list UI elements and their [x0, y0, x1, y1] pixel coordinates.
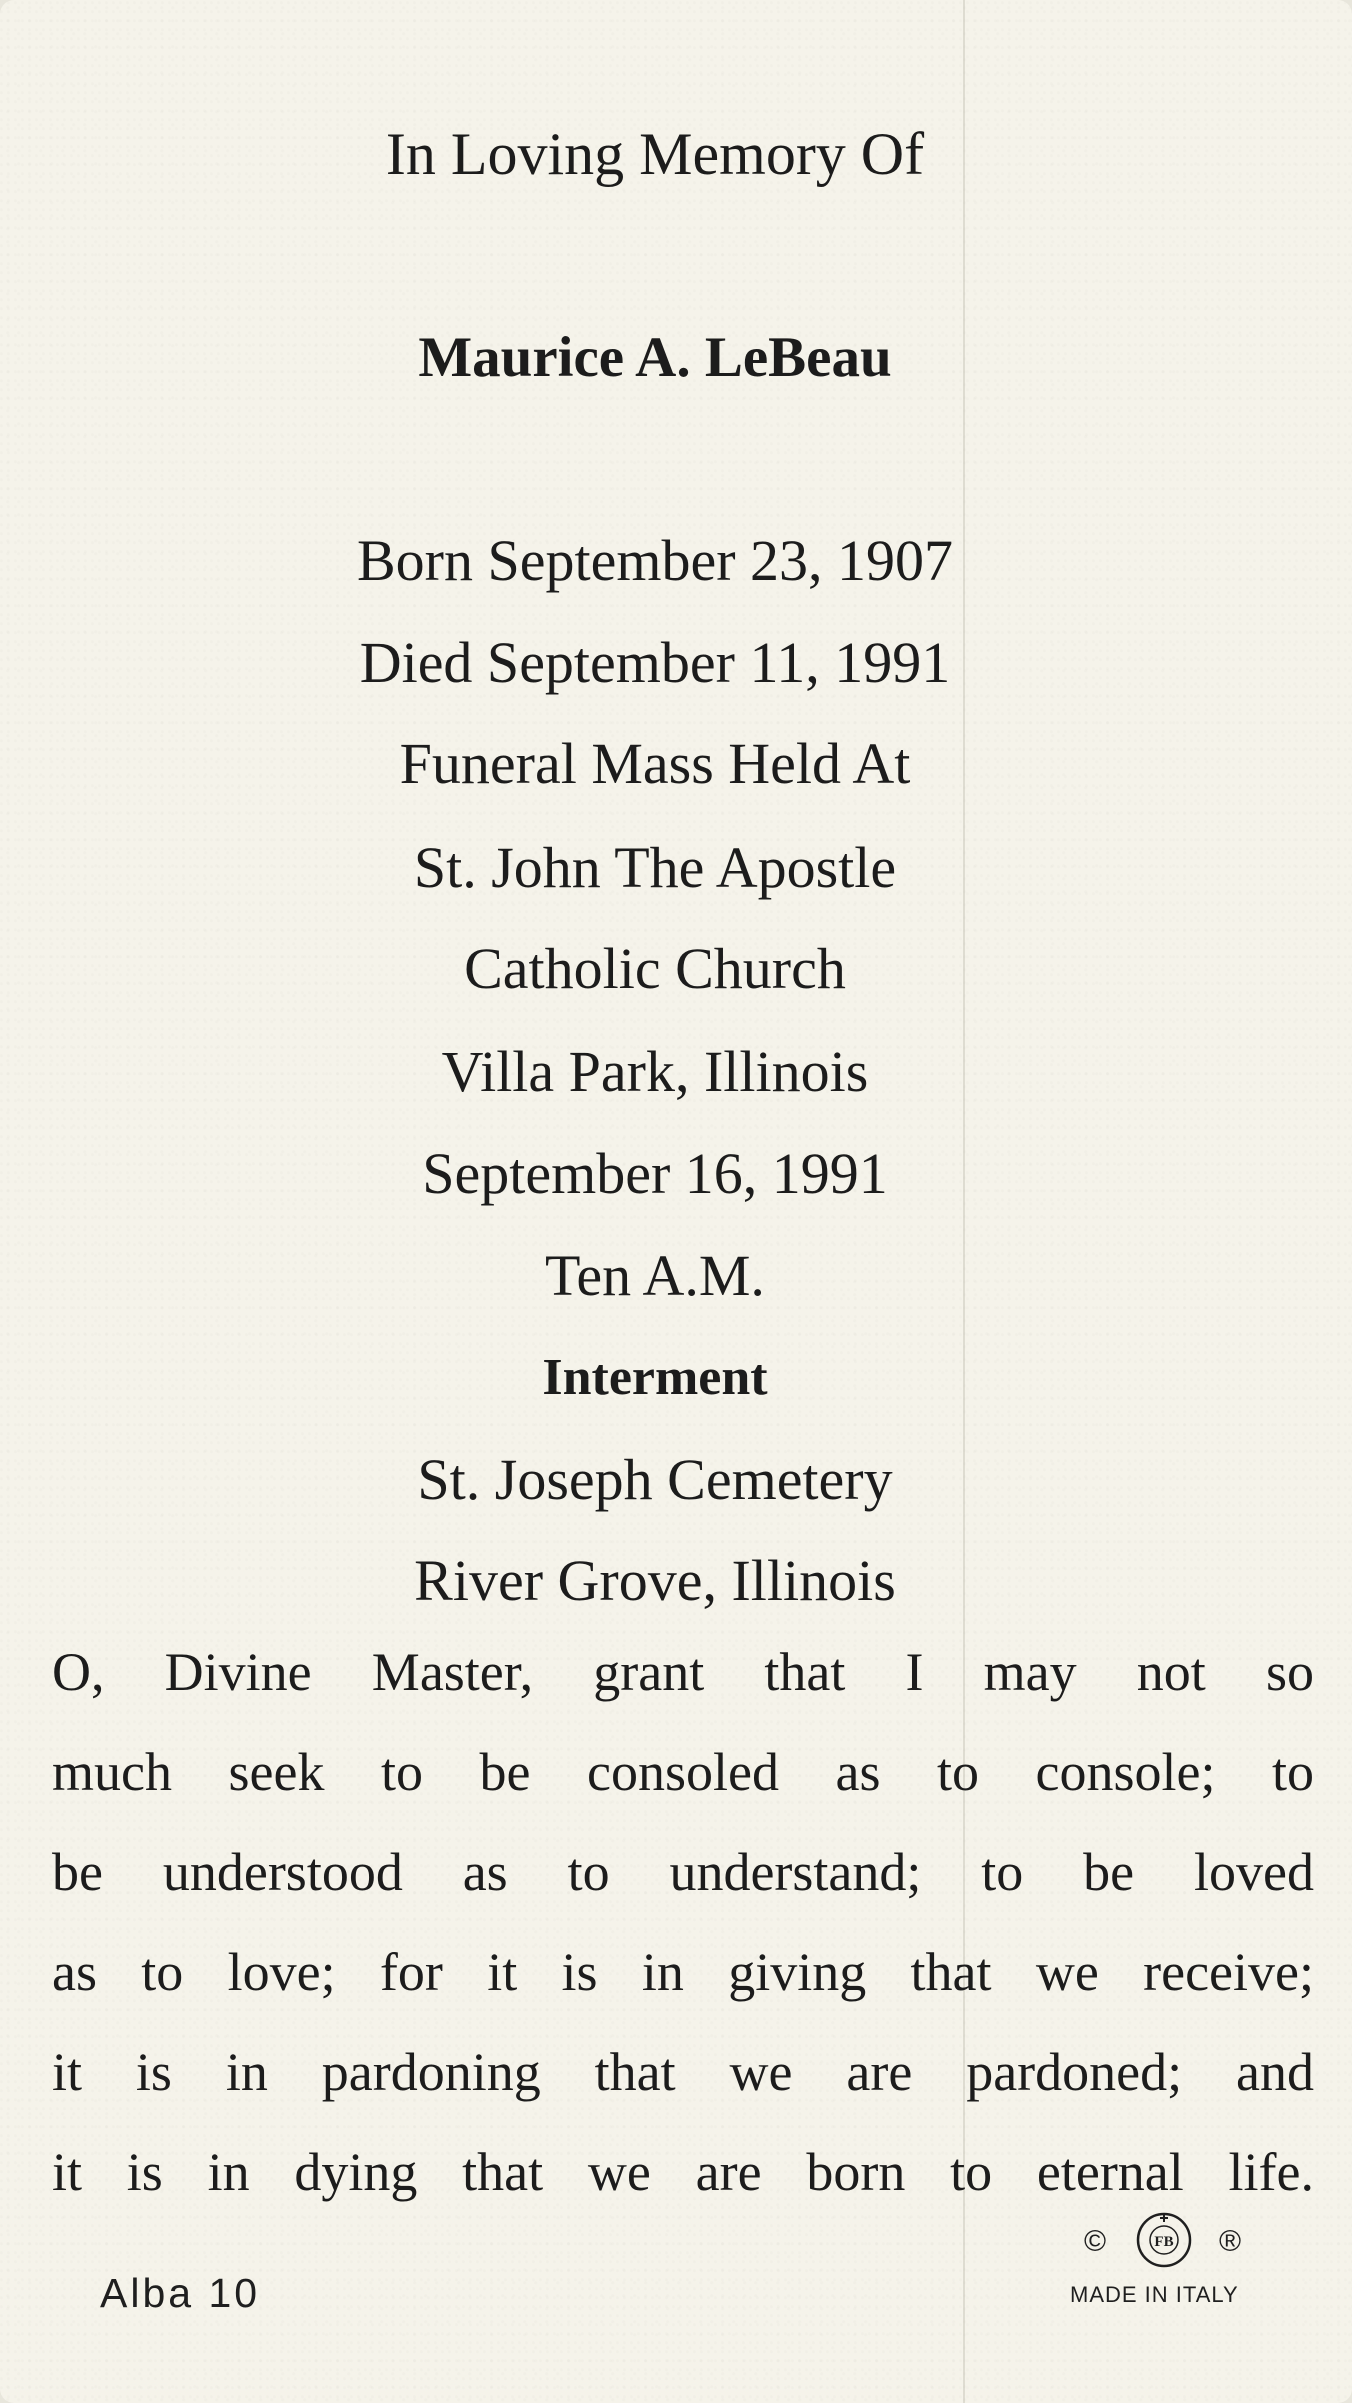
prayer-line: it is in dying that we are born to eternal life.: [52, 2142, 1314, 2202]
birth-date: Born September 23, 1907: [356, 528, 954, 593]
prayer: [52, 1622, 1314, 2222]
prayer-line: be understood as to understand; to be loved: [52, 1842, 1314, 1902]
death-date: Died September 11, 1991: [359, 630, 951, 695]
deceased-name: Maurice A. LeBeau: [418, 326, 892, 389]
copyright-symbol: ©: [1084, 2225, 1107, 2258]
logo-initials: FB: [1154, 2234, 1174, 2250]
card-code: Alba 10: [100, 2270, 261, 2316]
church-name-line2: Catholic Church: [464, 936, 846, 1001]
publisher-logo: [1070, 2196, 1270, 2276]
mass-time: Ten A.M.: [545, 1243, 765, 1308]
prayer-line: much seek to be consoled as to console; to: [52, 1742, 1314, 1802]
prayer-line: it is in pardoning that we are pardoned; and: [52, 2042, 1314, 2102]
registered-symbol: ®: [1218, 2225, 1242, 2258]
mass-date: September 16, 1991: [422, 1141, 888, 1206]
made-in-label: MADE IN ITALY: [1070, 2282, 1239, 2307]
prayer-line: O, Divine Master, grant that I may not so: [52, 1642, 1314, 1702]
cemetery-location: River Grove, Illinois: [414, 1548, 896, 1613]
funeral-mass-label: Funeral Mass Held At: [399, 731, 911, 796]
cemetery-name: St. Joseph Cemetery: [417, 1447, 893, 1512]
church-location: Villa Park, Illinois: [441, 1039, 869, 1104]
heading: In Loving Memory Of: [385, 121, 925, 187]
church-name-line1: St. John The Apostle: [413, 835, 897, 900]
interment-label: Interment: [542, 1349, 768, 1406]
prayer-line: as to love; for it is in giving that we receive;: [52, 1942, 1314, 2002]
